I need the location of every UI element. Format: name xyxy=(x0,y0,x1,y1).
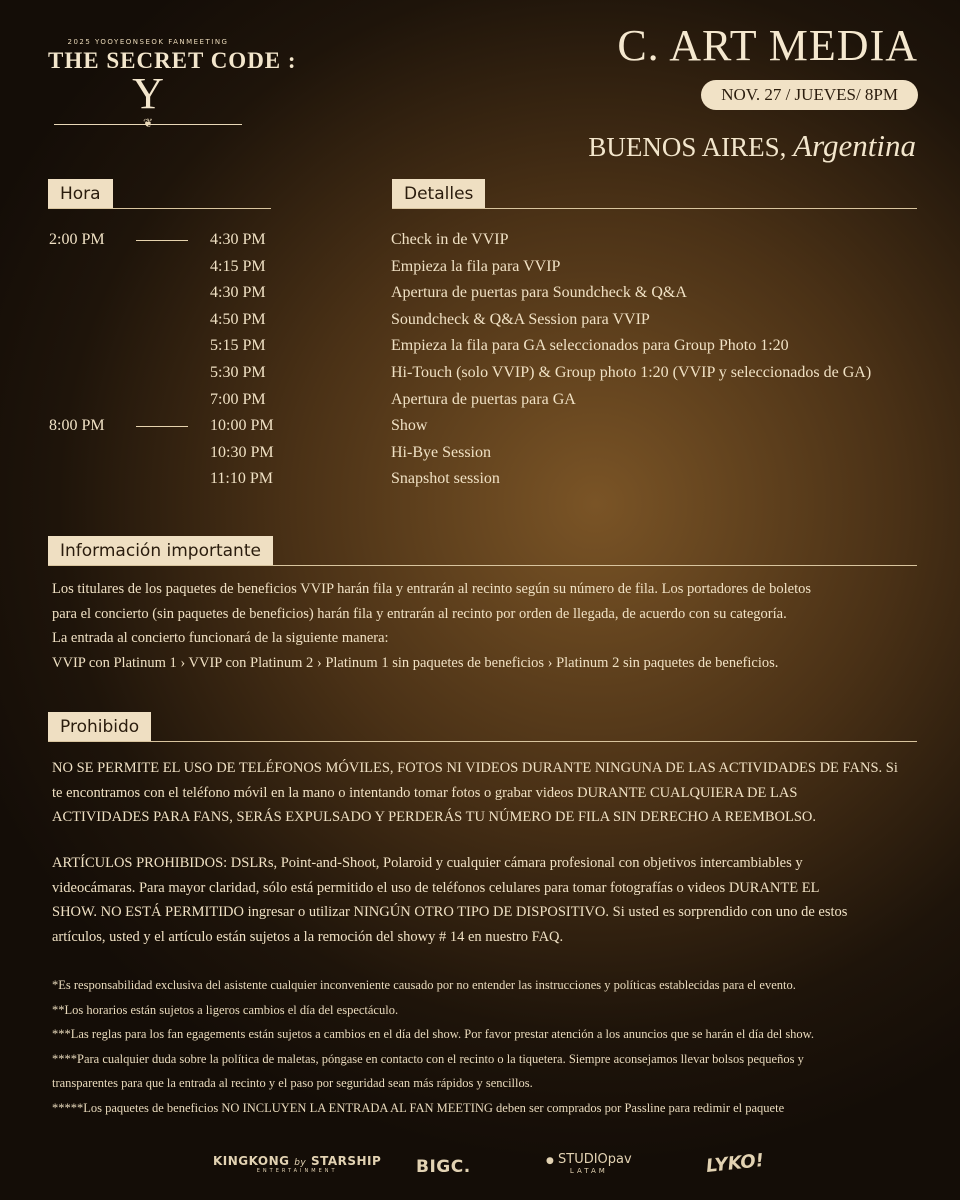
city-location xyxy=(588,128,916,164)
date-pill: NOV. 27 / JUEVES/ 8PM xyxy=(701,80,918,110)
starship-text: STARSHIP xyxy=(310,1154,382,1168)
info-line: para el concierto (sin paquetes de beneficios) harán fila y entrarán al recinto por orden de llegada, de acuerdo con su categoría. xyxy=(52,605,787,622)
section-detalles-line xyxy=(392,208,917,209)
info-paragraph xyxy=(52,577,932,675)
schedule-detail: Soundcheck & Q&A Session para VVIP xyxy=(391,310,650,328)
footnote: *Es responsabilidad exclusiva del asistente cualquier inconveniente causado por no entender las instrucciones y políticas establecidas para el evento. xyxy=(52,978,796,992)
section-hora xyxy=(48,179,271,209)
schedule-detail: Check in de VVIP xyxy=(391,231,509,248)
time-range-dash xyxy=(136,240,188,241)
schedule-time: 4:50 PM xyxy=(210,310,266,328)
footnotes xyxy=(52,973,942,1120)
section-prohibido xyxy=(48,712,917,742)
event-logo xyxy=(48,38,297,130)
footnote: transparentes para que la entrada al recinto y el paso por seguridad sean más rápidos y sencillos. xyxy=(52,1076,533,1090)
studiopav-text: STUDIOpav xyxy=(558,1152,632,1167)
bigc-logo: BIGC. xyxy=(416,1157,471,1177)
schedule-detail: Hi-Touch (solo VVIP) & Group photo 1:20 (VVIP y seleccionados de GA) xyxy=(391,364,872,381)
prohibido-line: NO SE PERMITE EL USO DE TELÉFONOS MÓVILES, FOTOS NI VIDEOS DURANTE NINGUNA DE LAS ACTIVIDADES DE FANS. Si xyxy=(52,760,898,776)
studiopav-logo xyxy=(546,1152,632,1175)
prohibido-line: ARTÍCULOS PROHIBIDOS: DSLRs, Point-and-Shoot, Polaroid y cualquier cámara profesional con objetivos intercambiables y xyxy=(52,855,803,871)
city-name: BUENOS AIRES, xyxy=(588,132,787,162)
lyko-logo: LYKO! xyxy=(705,1150,765,1177)
studio-dot-icon: ● xyxy=(546,1156,554,1166)
prohibido-line: ACTIVIDADES PARA FANS, SERÁS EXPULSADO Y PERDERÁS TU NÚMERO DE FILA SIN DERECHO A REEMBOLSO. xyxy=(52,809,817,825)
prohibido-paragraph-1 xyxy=(52,756,932,830)
schedule-time: 10:00 PM xyxy=(210,417,274,435)
schedule-time: 4:15 PM xyxy=(210,257,266,275)
schedule-detail: Hi-Bye Session xyxy=(391,443,491,461)
section-info-label: Información importante xyxy=(48,536,273,566)
logo-letter: Y xyxy=(132,69,164,118)
section-prohibido-label: Prohibido xyxy=(48,712,151,742)
schedule-detail: Empieza la fila para VVIP xyxy=(391,257,561,275)
kingkong-text: KINGKONG xyxy=(213,1154,290,1168)
schedule-detail: Empieza la fila para GA seleccionados para Group Photo 1:20 xyxy=(391,337,789,355)
schedule-time: 4:30 PM xyxy=(210,231,266,248)
section-prohibido-line xyxy=(48,741,917,742)
footnote: **Los horarios están sujetos a ligeros cambios el día del espectáculo. xyxy=(52,1002,399,1017)
section-hora-label: Hora xyxy=(48,179,113,209)
section-hora-line xyxy=(48,208,271,209)
prohibido-line: SHOW. NO ESTÁ PERMITIDO ingresar o utilizar NINGÚN OTRO TIPO DE DISPOSITIVO. Si usted es sorprendido con uno de estos xyxy=(52,904,848,920)
prohibido-line: te encontramos con el teléfono móvil en la mano o intentando tomar fotos o grabar videos DURANTE CUALQUIERA DE LAS xyxy=(52,784,798,801)
schedule-time: 5:15 PM xyxy=(210,337,266,355)
section-detalles-label: Detalles xyxy=(392,179,485,209)
logo-subtitle: 2025 YOOYEONSEOK FANMEETING xyxy=(67,38,229,46)
footnote: ***Las reglas para los fan egagements están sujetos a cambios en el día del show. Por favor prestar atención a los anuncios que se harán el día del show. xyxy=(52,1027,815,1041)
sponsor-logos xyxy=(0,1150,960,1184)
info-line: VVIP con Platinum 1 › VVIP con Platinum 2 › Platinum 1 sin paquetes de beneficios › Platinum 2 sin paquetes de beneficios. xyxy=(52,654,779,671)
section-info xyxy=(48,536,917,566)
schedule-time: 5:30 PM xyxy=(210,364,266,381)
country-name: Argentina xyxy=(793,128,916,163)
section-detalles xyxy=(392,179,917,209)
info-line: Los titulares de los paquetes de beneficios VVIP harán fila y entrarán al recinto según su número de fila. Los portadores de boletos xyxy=(52,581,812,597)
prohibido-line: videocámaras. Para mayor claridad, sólo está permitido el uso de teléfonos celulares para tomar fotografías o videos DURANTE EL xyxy=(52,879,820,896)
schedule-time: 7:00 PM xyxy=(210,390,266,408)
schedule-detail: Apertura de puertas para GA xyxy=(391,390,576,408)
schedule-start-time: 2:00 PM xyxy=(49,231,105,248)
footnote: *****Los paquetes de beneficios NO INCLUYEN LA ENTRADA AL FAN MEETING deben ser comprados por Passline para redimir el paquete xyxy=(52,1100,785,1115)
logo-ornament-divider xyxy=(48,118,248,130)
schedule-start-time: 8:00 PM xyxy=(49,417,105,435)
section-info-line xyxy=(48,565,917,566)
schedule-detail: Show xyxy=(391,417,428,435)
latam-text: LATAM xyxy=(569,1167,608,1175)
logo-title: THE SECRET CODE : xyxy=(48,48,297,73)
info-line: La entrada al concierto funcionará de la siguiente manera: xyxy=(52,630,389,646)
by-text: by xyxy=(294,1158,307,1168)
ornament-icon: ❦ xyxy=(142,116,154,130)
schedule-detail: Apertura de puertas para Soundcheck & Q&A xyxy=(391,284,687,302)
schedule-time: 11:10 PM xyxy=(210,470,273,488)
prohibido-line: artículos, usted y el artículo están sujetos a la remoción del showy # 14 en nuestro FAQ. xyxy=(52,928,564,945)
schedule-time: 4:30 PM xyxy=(210,284,266,302)
kingkong-starship-logo xyxy=(213,1154,381,1174)
footnote: ****Para cualquier duda sobre la política de maletas, póngase en contacto con el recinto o la tiquetera. Siempre aconsejamos llevar bolsos pequeños y xyxy=(52,1051,804,1066)
schedule-detail: Snapshot session xyxy=(391,470,500,488)
brand-title: C. ART MEDIA xyxy=(617,21,918,70)
time-range-dash xyxy=(136,426,188,427)
entertainment-text: ENTERTAINMENT xyxy=(256,1168,338,1174)
prohibido-paragraph-2 xyxy=(52,851,932,949)
schedule-time: 10:30 PM xyxy=(210,443,274,461)
